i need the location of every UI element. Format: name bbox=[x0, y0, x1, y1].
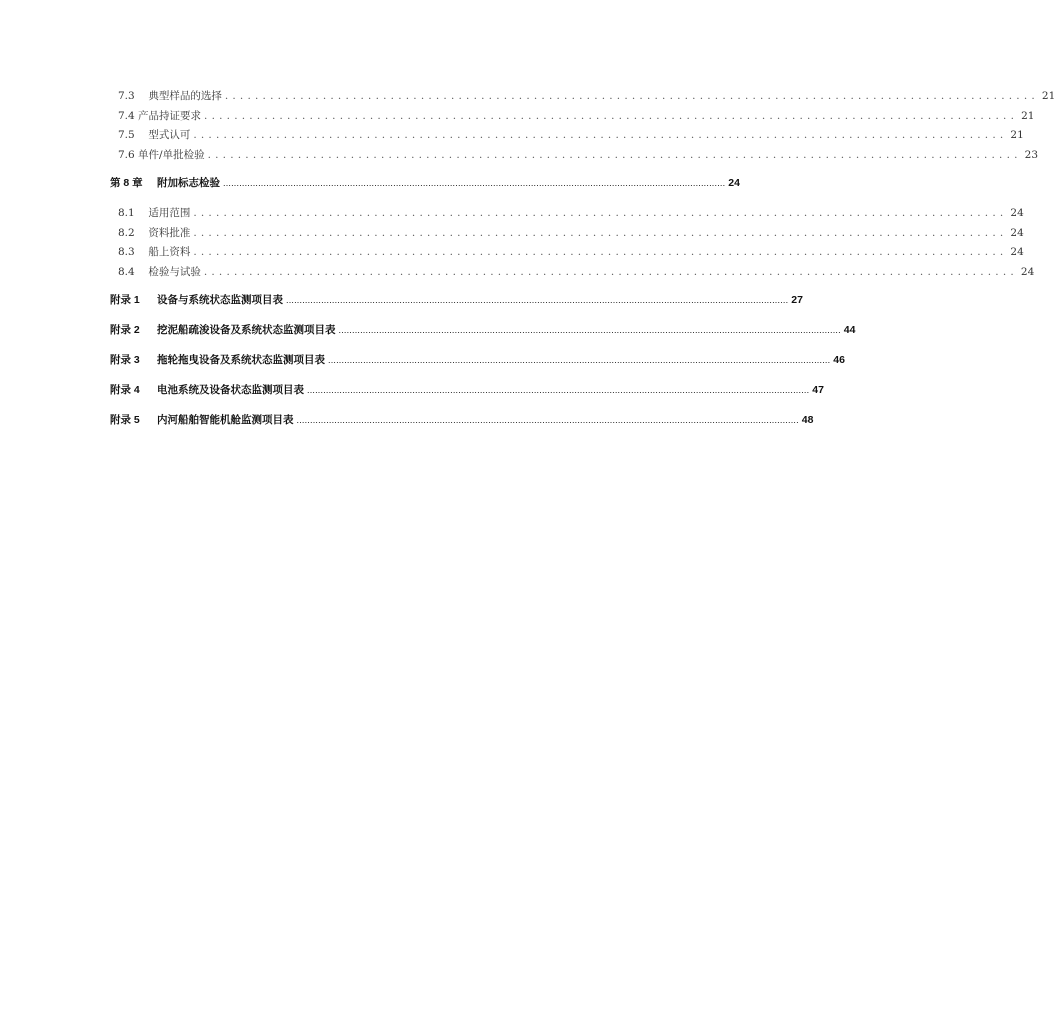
toc-entry-number: 7.6 bbox=[118, 148, 135, 161]
toc-appendix-number: 附录 5 bbox=[110, 414, 140, 426]
dot-leader: ............................................................................................................ bbox=[193, 246, 1008, 258]
toc-entry-8-2[interactable] bbox=[110, 225, 1024, 245]
toc-entry-number: 8.1 bbox=[118, 207, 135, 219]
toc-entry-page: 21 bbox=[1010, 129, 1024, 141]
toc-entry-title: 适用范围 bbox=[148, 207, 191, 219]
toc-entry-title: 产品持证要求 bbox=[138, 109, 202, 122]
toc-appendix-4[interactable] bbox=[110, 382, 824, 402]
toc-chapter-title: 附加标志检验 bbox=[157, 177, 220, 189]
toc-entry-title: 单件/单批检验 bbox=[138, 148, 205, 161]
toc-entry-page: 21 bbox=[1021, 109, 1035, 122]
toc-entry-number: 8.3 bbox=[118, 246, 135, 258]
toc-entry-8-3[interactable] bbox=[110, 244, 1024, 264]
toc-entry-page: 24 bbox=[1010, 207, 1024, 219]
toc-appendix-title: 挖泥船疏浚设备及系统状态监测项目表 bbox=[157, 324, 336, 336]
table-of-contents bbox=[110, 88, 1055, 432]
dot-leader: ............................................................................................................ bbox=[207, 148, 1022, 161]
toc-entry-number: 7.5 bbox=[118, 129, 135, 141]
toc-appendix-page: 46 bbox=[833, 354, 845, 366]
toc-appendix-title: 设备与系统状态监测项目表 bbox=[157, 294, 283, 306]
toc-entry-page: 24 bbox=[1020, 265, 1035, 278]
dot-leader: ............................................................................................................ bbox=[224, 90, 1039, 102]
toc-entry-title: 船上资料 bbox=[148, 246, 191, 258]
toc-entry-7-4[interactable] bbox=[110, 108, 1035, 128]
toc-appendix-title: 电池系统及设备状态监测项目表 bbox=[157, 384, 304, 396]
toc-entry-number: 7.4 bbox=[118, 109, 135, 122]
toc-entry-title: 型式认可 bbox=[148, 129, 191, 141]
toc-appendix-page: 44 bbox=[843, 324, 856, 336]
dot-leader: ............................................................................................................ bbox=[193, 226, 1008, 239]
toc-entry-page: 21 bbox=[1041, 90, 1055, 102]
toc-appendix-page: 48 bbox=[801, 414, 814, 426]
toc-appendix-page: 47 bbox=[812, 384, 824, 396]
toc-chapter-8[interactable] bbox=[110, 175, 740, 195]
toc-appendix-title: 拖轮拖曳设备及系统状态监测项目表 bbox=[157, 354, 325, 366]
toc-entry-8-1[interactable] bbox=[110, 205, 1024, 225]
dot-leader: .......................................................................................................................................................................................... bbox=[328, 355, 831, 365]
toc-appendix-number: 附录 4 bbox=[110, 384, 140, 396]
toc-entry-number: 8.4 bbox=[118, 265, 135, 278]
toc-appendix-number: 附录 1 bbox=[110, 294, 140, 306]
dot-leader: .......................................................................................................................................................................................... bbox=[307, 385, 810, 395]
dot-leader: .......................................................................................................................................................................................... bbox=[296, 415, 799, 425]
toc-appendix-3[interactable] bbox=[110, 352, 845, 372]
toc-entry-page: 24 bbox=[1010, 246, 1024, 258]
toc-chapter-number: 第 8 章 bbox=[110, 177, 143, 189]
dot-leader: ............................................................................................................ bbox=[203, 265, 1018, 278]
toc-appendix-number: 附录 2 bbox=[110, 324, 140, 336]
toc-appendix-5[interactable] bbox=[110, 412, 814, 432]
toc-entry-8-4[interactable] bbox=[110, 264, 1035, 284]
toc-chapter-page: 24 bbox=[728, 177, 740, 189]
toc-entry-page: 23 bbox=[1024, 148, 1039, 161]
dot-leader: .......................................................................................................................................................................................... bbox=[223, 178, 726, 188]
toc-appendix-title: 内河船舶智能机舱监测项目表 bbox=[157, 414, 294, 426]
toc-entry-number: 7.3 bbox=[118, 90, 135, 102]
dot-leader: ............................................................................................................ bbox=[193, 207, 1008, 219]
toc-entry-7-6[interactable] bbox=[110, 147, 1039, 167]
toc-appendix-2[interactable] bbox=[110, 322, 856, 342]
dot-leader: .......................................................................................................................................................................................... bbox=[338, 325, 841, 335]
toc-appendix-1[interactable] bbox=[110, 292, 803, 312]
dot-leader: ............................................................................................................ bbox=[204, 109, 1019, 122]
toc-entry-title: 检验与试验 bbox=[148, 265, 201, 278]
toc-entry-7-5[interactable] bbox=[110, 127, 1024, 147]
toc-appendix-number: 附录 3 bbox=[110, 354, 140, 366]
toc-entry-number: 8.2 bbox=[118, 226, 135, 239]
toc-entry-title: 资料批准 bbox=[148, 226, 191, 239]
toc-entry-title: 典型样品的选择 bbox=[148, 90, 222, 102]
toc-appendix-page: 27 bbox=[791, 294, 803, 306]
dot-leader: ............................................................................................................ bbox=[193, 129, 1008, 141]
toc-entry-page: 24 bbox=[1010, 226, 1024, 239]
toc-entry-7-3[interactable] bbox=[110, 88, 1055, 108]
dot-leader: .......................................................................................................................................................................................... bbox=[286, 295, 789, 305]
